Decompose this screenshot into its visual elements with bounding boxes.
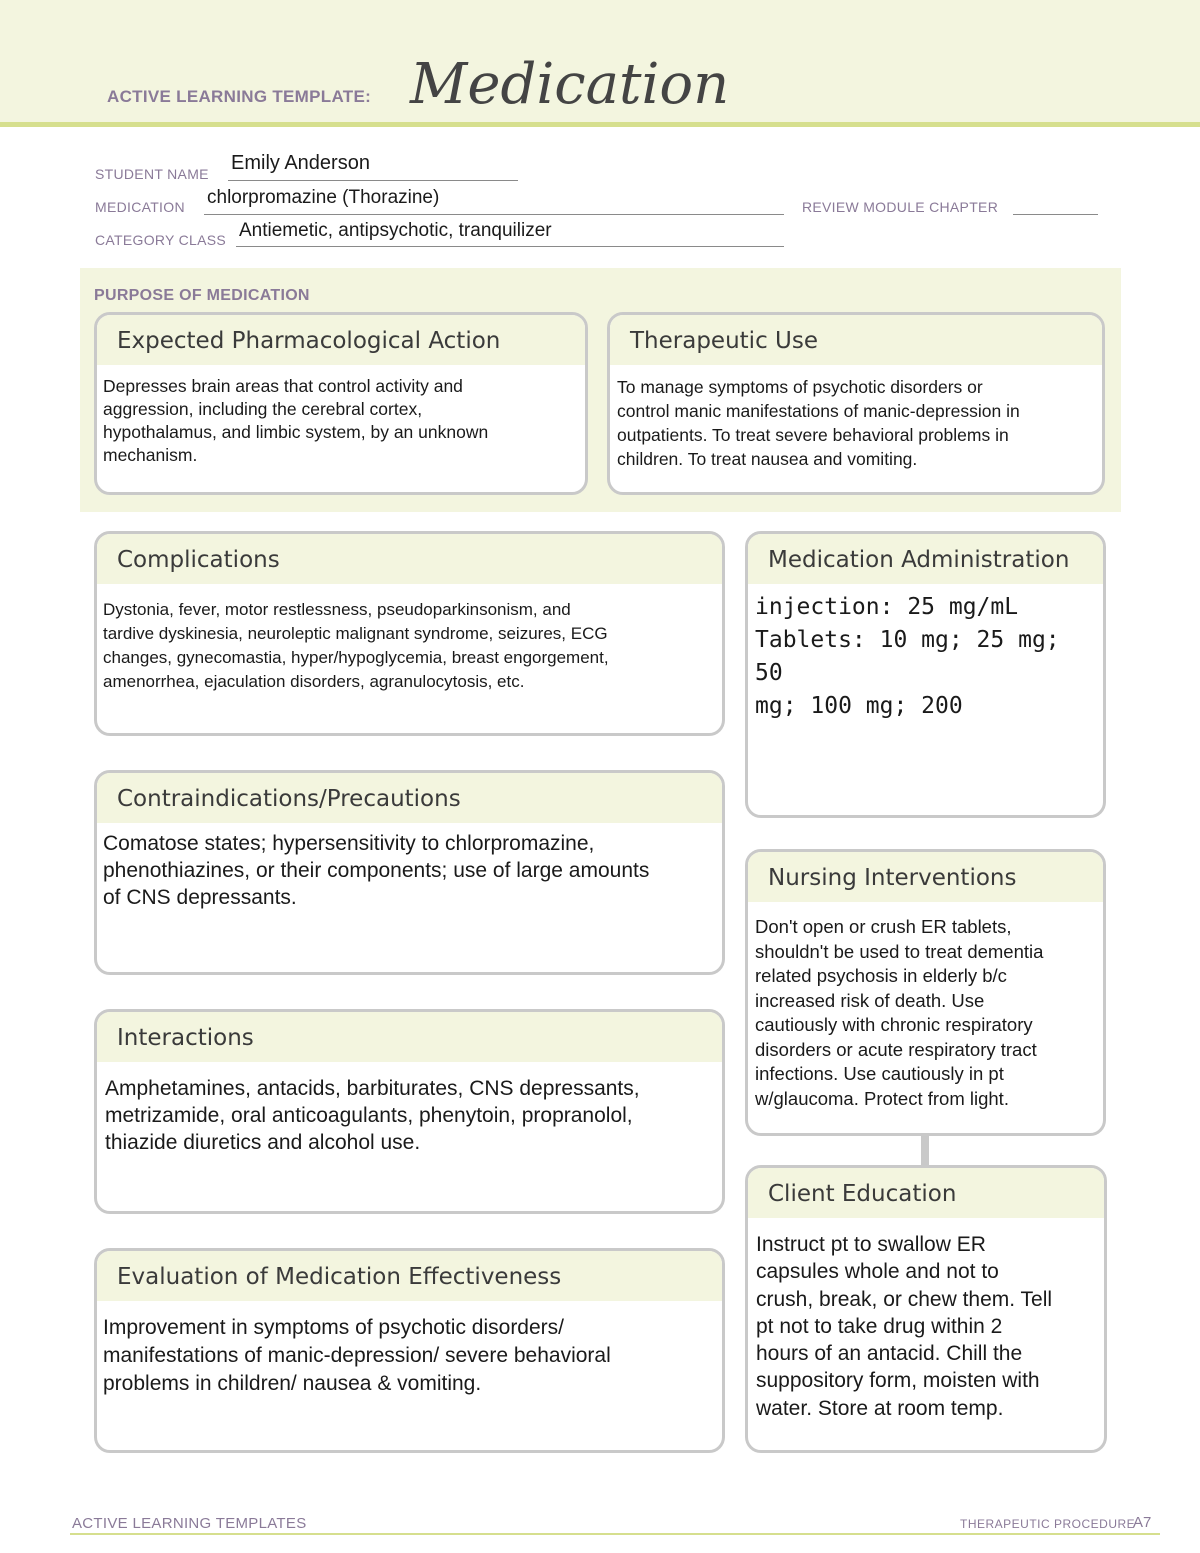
- expected-action-title: Expected Pharmacological Action: [97, 315, 585, 365]
- student-name-field[interactable]: Emily Anderson: [231, 152, 370, 174]
- footer-right: THERAPEUTIC PROCEDURE: [960, 1517, 1136, 1531]
- medication-line: [204, 214, 784, 215]
- complications-box: [94, 531, 725, 736]
- medication-field[interactable]: chlorpromazine (Thorazine): [207, 187, 440, 208]
- nursing-interventions-box: [745, 849, 1106, 1136]
- medication-administration-body: injection: 25 mg/mL Tablets: 10 mg; 25 mg; 50 mg; 100 mg; 200: [755, 594, 1060, 719]
- interactions-title: Interactions: [97, 1012, 722, 1062]
- expected-action-body: Depresses brain areas that control activity and aggression, including the cerebral cortex, hypothalamus, and limbic system, by an unknown mechanism.: [103, 376, 489, 465]
- evaluation-body: Improvement in symptoms of psychotic disorders/ manifestations of manic-depression/ severe behavioral problems in children/ nausea & vomiting.: [103, 1316, 611, 1395]
- category-class-line: [236, 246, 784, 247]
- template-title: Medication: [410, 52, 730, 117]
- interactions-box: [94, 1009, 725, 1214]
- client-education-box: [745, 1165, 1107, 1453]
- header-rule: [0, 122, 1200, 127]
- complications-title: Complications: [97, 534, 722, 584]
- complications-body: Dystonia, fever, motor restlessness, pseudoparkinsonism, and tardive dyskinesia, neuroleptic malignant syndrome, seizures, ECG changes, gynecomastia, hyper/hypoglycemia, breast engorgement, amenorrhea, ejaculation disorders, agranulocytosis, etc.: [103, 600, 609, 691]
- footer-rule: [70, 1533, 1160, 1535]
- interactions-body: Amphetamines, antacids, barbiturates, CNS depressants, metrizamide, oral anticoagulants, phenytoin, propranolol, thiazide diuretics and alcohol use.: [105, 1077, 640, 1154]
- medication-administration-box: [745, 531, 1106, 818]
- category-class-field[interactable]: Antiemetic, antipsychotic, tranquilizer: [239, 220, 552, 241]
- student-name-line: [228, 180, 518, 181]
- medication-administration-title: Medication Administration: [748, 534, 1103, 584]
- therapeutic-use-box: [607, 312, 1105, 495]
- footer-left: ACTIVE LEARNING TEMPLATES: [72, 1515, 307, 1532]
- nursing-interventions-body: Don't open or crush ER tablets, shouldn't be used to treat dementia related psychosis in elderly b/c increased risk of death. Use cautiously with chronic respiratory disorders or acute respiratory tract infections. Use cautiously in pt w/glaucoma. Protect from light.: [755, 916, 1044, 1109]
- student-name-label: STUDENT NAME: [95, 166, 209, 182]
- review-module-field[interactable]: [1013, 214, 1098, 215]
- template-label: ACTIVE LEARNING TEMPLATE:: [107, 87, 372, 106]
- review-module-label: REVIEW MODULE CHAPTER: [802, 199, 999, 215]
- therapeutic-use-body: To manage symptoms of psychotic disorders or control manic manifestations of manic-depression in outpatients. To treat severe behavioral problems in children. To treat nausea and vomiting.: [617, 377, 1020, 469]
- client-education-title: Client Education: [748, 1168, 1104, 1218]
- category-class-label: CATEGORY CLASS: [95, 232, 227, 248]
- contraindications-box: [94, 770, 725, 975]
- client-education-body: Instruct pt to swallow ER capsules whole and not to crush, break, or chew them. Tell pt not to take drug within 2 hours of an antacid. Chill the suppository form, moisten with water. Store at room temp.: [756, 1233, 1053, 1420]
- nursing-interventions-title: Nursing Interventions: [748, 852, 1103, 902]
- contraindications-title: Contraindications/Precautions: [97, 773, 722, 823]
- box-connector: [921, 1134, 929, 1166]
- medication-label: MEDICATION: [95, 199, 185, 215]
- therapeutic-use-title: Therapeutic Use: [610, 315, 1102, 365]
- purpose-label: PURPOSE OF MEDICATION: [94, 287, 310, 304]
- evaluation-title: Evaluation of Medication Effectiveness: [97, 1251, 722, 1301]
- page-number: A7: [1133, 1514, 1152, 1531]
- expected-action-box: [94, 312, 588, 495]
- evaluation-box: [94, 1248, 725, 1453]
- contraindications-body: Comatose states; hypersensitivity to chlorpromazine, phenothiazines, or their components; use of large amounts of CNS depressants.: [103, 832, 650, 909]
